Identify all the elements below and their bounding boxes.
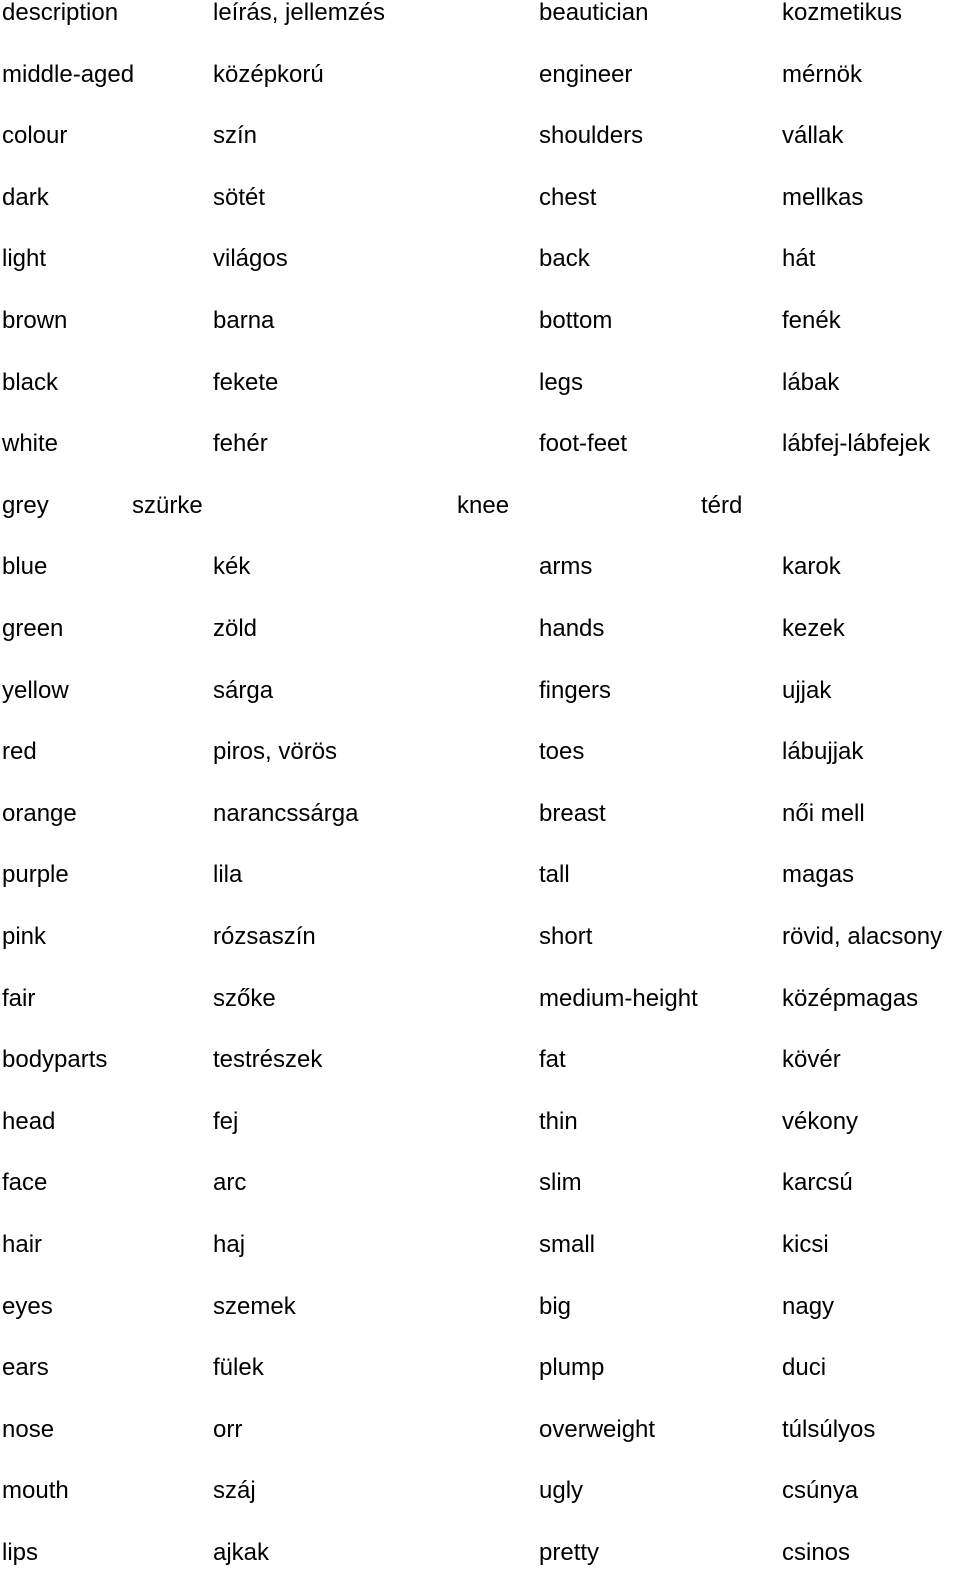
english-word-right: fingers — [539, 676, 612, 704]
hungarian-word-left: sötét — [213, 183, 266, 211]
vocab-row — [0, 1539, 960, 1579]
hungarian-word-right: csinos — [782, 1539, 851, 1566]
english-word-left: red — [2, 738, 37, 766]
vocab-row — [0, 861, 960, 901]
hungarian-word-left: szőke — [213, 984, 276, 1012]
vocab-row — [0, 307, 960, 347]
english-word-right: slim — [539, 1169, 582, 1197]
hungarian-word-left: sárga — [213, 676, 274, 704]
hungarian-word-left: fekete — [213, 368, 279, 396]
hungarian-word-right: magas — [782, 861, 855, 889]
english-word-left: mouth — [2, 1477, 69, 1505]
hungarian-word-right: kozmetikus — [782, 0, 903, 26]
vocab-row — [0, 369, 960, 409]
english-word-right: fat — [539, 1046, 566, 1074]
english-word-left: white — [2, 430, 59, 458]
vocab-row — [0, 0, 960, 39]
hungarian-word-right: fenék — [782, 307, 841, 334]
vocab-row — [0, 122, 960, 162]
english-word-right: ugly — [539, 1477, 584, 1505]
hungarian-word-left: kék — [213, 553, 251, 581]
hungarian-word-right: nagy — [782, 1292, 835, 1320]
hungarian-word-left: lila — [213, 861, 243, 889]
english-word-left: hair — [2, 1231, 43, 1258]
hungarian-word-right: női mell — [782, 799, 865, 827]
hungarian-word-right: túlsúlyos — [782, 1415, 876, 1443]
vocab-row — [0, 245, 960, 285]
english-word-right: arms — [539, 553, 593, 581]
hungarian-word-right: mellkas — [782, 183, 864, 211]
english-word-left: blue — [2, 553, 48, 581]
english-word-right: medium-height — [539, 984, 698, 1012]
english-word-right: engineer — [539, 60, 633, 88]
hungarian-word-right: vékony — [782, 1107, 859, 1135]
hungarian-word-right: duci — [782, 1354, 827, 1382]
english-word-right: overweight — [539, 1415, 656, 1443]
english-word-right: tall — [539, 861, 570, 889]
english-word-left: purple — [2, 861, 69, 889]
vocab-row — [0, 430, 960, 470]
english-word-right: foot-feet — [539, 430, 628, 458]
hungarian-word-right: kövér — [782, 1046, 841, 1074]
vocab-row — [0, 1108, 960, 1148]
hungarian-word-left: szemek — [213, 1292, 296, 1320]
vocab-row — [0, 923, 960, 963]
hungarian-word-right: csúnya — [782, 1477, 859, 1505]
english-word-left: grey — [2, 491, 49, 519]
english-word-right: big — [539, 1292, 572, 1320]
english-word-right: bottom — [539, 307, 613, 334]
english-word-left: fair — [2, 984, 36, 1012]
vocab-row — [0, 492, 960, 532]
hungarian-word-left: testrészek — [213, 1046, 323, 1074]
english-word-right: legs — [539, 368, 584, 396]
english-word-right: small — [539, 1231, 596, 1258]
english-word-left: bodyparts — [2, 1046, 108, 1074]
english-word-right: chest — [539, 183, 597, 211]
hungarian-word-left: narancssárga — [213, 799, 359, 827]
english-word-left: green — [2, 615, 64, 642]
vocab-row — [0, 1046, 960, 1086]
hungarian-word-left: arc — [213, 1169, 247, 1197]
hungarian-word-left: barna — [213, 307, 275, 334]
english-word-left: ears — [2, 1354, 49, 1382]
english-word-left: orange — [2, 799, 77, 827]
hungarian-word-left: szín — [213, 122, 258, 150]
english-word-left: middle-aged — [2, 60, 135, 88]
english-word-right: knee — [457, 491, 510, 519]
english-word-left: brown — [2, 307, 68, 334]
vocab-row — [0, 615, 960, 655]
hungarian-word-left: orr — [213, 1415, 243, 1443]
hungarian-word-right: vállak — [782, 122, 844, 150]
vocab-row — [0, 800, 960, 840]
vocab-row — [0, 1354, 960, 1394]
hungarian-word-left: fülek — [213, 1354, 264, 1382]
english-word-right: short — [539, 923, 593, 950]
vocab-row — [0, 1416, 960, 1456]
hungarian-word-left: fehér — [213, 430, 268, 458]
hungarian-word-left: fej — [213, 1107, 239, 1135]
vocab-row — [0, 1293, 960, 1333]
english-word-left: nose — [2, 1415, 55, 1443]
hungarian-word-right: karcsú — [782, 1169, 853, 1197]
english-word-left: description — [2, 0, 119, 26]
vocab-row — [0, 738, 960, 778]
vocab-row — [0, 61, 960, 101]
hungarian-word-left: leírás, jellemzés — [213, 0, 386, 26]
hungarian-word-left: zöld — [213, 615, 258, 642]
english-word-left: head — [2, 1107, 56, 1135]
hungarian-word-left: piros, vörös — [213, 738, 338, 766]
english-word-right: back — [539, 245, 590, 273]
hungarian-word-left: száj — [213, 1477, 256, 1505]
english-word-left: dark — [2, 183, 49, 211]
hungarian-word-right: rövid, alacsony — [782, 923, 943, 950]
vocab-row — [0, 184, 960, 224]
hungarian-word-right: mérnök — [782, 60, 863, 88]
hungarian-word-right: kicsi — [782, 1231, 829, 1258]
hungarian-word-right: karok — [782, 553, 841, 581]
vocab-row — [0, 1477, 960, 1517]
hungarian-word-right: térd — [701, 491, 743, 519]
hungarian-word-right: lábujjak — [782, 738, 864, 766]
english-word-right: toes — [539, 738, 585, 766]
english-word-left: colour — [2, 122, 68, 150]
english-word-left: yellow — [2, 676, 69, 704]
hungarian-word-left: világos — [213, 245, 288, 273]
hungarian-word-right: lábfej-lábfejek — [782, 430, 931, 458]
hungarian-word-left: haj — [213, 1231, 246, 1258]
hungarian-word-right: hát — [782, 245, 816, 273]
english-word-left: lips — [2, 1539, 39, 1566]
vocab-row — [0, 1169, 960, 1209]
hungarian-word-right: ujjak — [782, 676, 832, 704]
english-word-right: breast — [539, 799, 606, 827]
english-word-right: beautician — [539, 0, 649, 26]
english-word-right: plump — [539, 1354, 605, 1382]
english-word-right: shoulders — [539, 122, 644, 150]
vocab-row — [0, 985, 960, 1025]
vocab-row — [0, 1231, 960, 1271]
hungarian-word-left: ajkak — [213, 1539, 270, 1566]
vocab-row — [0, 677, 960, 717]
english-word-right: hands — [539, 615, 605, 642]
english-word-left: face — [2, 1169, 48, 1197]
english-word-left: black — [2, 368, 59, 396]
hungarian-word-left: szürke — [132, 491, 203, 519]
vocab-row — [0, 553, 960, 593]
hungarian-word-right: lábak — [782, 368, 840, 396]
hungarian-word-left: középkorú — [213, 60, 324, 88]
english-word-left: eyes — [2, 1292, 53, 1320]
english-word-left: light — [2, 245, 47, 273]
english-word-right: thin — [539, 1107, 578, 1135]
hungarian-word-right: középmagas — [782, 984, 919, 1012]
hungarian-word-left: rózsaszín — [213, 923, 316, 950]
english-word-right: pretty — [539, 1539, 600, 1566]
hungarian-word-right: kezek — [782, 615, 845, 642]
english-word-left: pink — [2, 923, 47, 950]
